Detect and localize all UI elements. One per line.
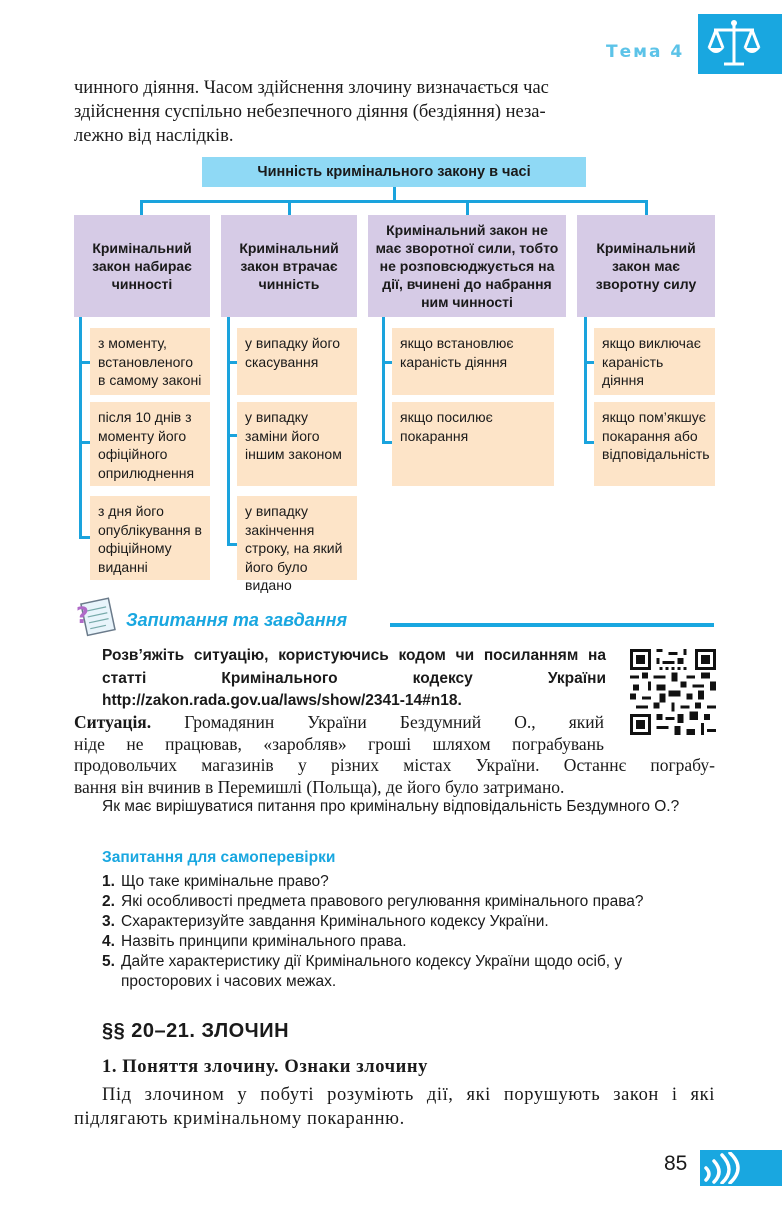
svg-text:?: ? [76,604,89,629]
topic-badge [698,14,782,74]
diagram-header-1: Кримінальний закон набирає чинності [74,215,210,317]
list-item [102,912,716,932]
list-number: 2. [102,893,115,910]
situation-label: Ситуація. [74,712,152,732]
list-text: Назвіть принципи кримінального права. [121,933,407,950]
list-number: 4. [102,933,115,950]
diagram-item: з моменту, встановленого в самому законі [90,328,210,395]
page-number: 85 [664,1152,688,1175]
intro-line: здійснення суспільно небезпечного діяння (бездіяння) неза- [74,102,546,122]
list-text: Які особливості предмета правового регулювання кримінального права? [121,893,644,910]
connector [140,200,143,216]
intro-line: лежно від наслідків. [74,126,234,146]
connector [393,187,396,201]
diagram-title: Чинність кримінального закону в часі [202,157,586,187]
diagram-item: після 10 днів з моменту його офіційного оприлюднення [90,402,210,486]
situation-line: вання він вчинив в Перемишлі (Польща), де його було затримано. [74,776,565,797]
diagram-header-4: Кримінальний закон має зворотну силу [577,215,715,317]
body-paragraph: Під злочином у побуті розуміють дії, які порушують закон і які підлягають кримінальному покаранню. [74,1085,715,1129]
diagram-item: якщо пом’якшує покарання або відповідальність [594,402,715,486]
connector [382,317,385,444]
question-text: Як має вирішуватися питання про кримінальну відповідальність Бездумного О.? [102,798,680,815]
questions-heading [74,597,716,637]
connector [227,317,230,546]
section-title: §§ 20–21. ЗЛОЧИН [102,1020,290,1042]
diagram-header-3: Кримінальний закон не має зворотної сили, тобто не розповсюджується на дії, вчинені до набрання ним чинності [368,215,566,317]
self-check-title: Запитання для самоперевірки [102,849,336,866]
list-number: 3. [102,913,115,930]
list-text: Дайте характеристику дії Кримінального кодексу України щодо осіб, у просторових і часових межах. [121,953,623,990]
scales-icon [706,18,762,70]
connector [288,200,291,216]
diagram-item: якщо встановлює караність діяння [392,328,554,395]
page-badge [700,1150,782,1186]
connector [584,317,587,444]
situation-paragraph [74,712,715,798]
connector [466,200,469,216]
diagram-item: з дня його опублікування в офіційному виданні [90,496,210,580]
diagram-item: якщо посилює покарання [392,402,554,486]
heading-rule [390,623,714,627]
list-item [102,892,716,912]
list-item [102,932,716,952]
list-item [102,872,716,892]
task-text: Розв’яжіть ситуацію, користуючись кодом чи посиланням на статті Кримінального кодексу України http://zakon.rada.gov.ua/laws/show/2341-14#n18. [102,647,606,709]
signal-waves-icon [702,1152,748,1184]
list-number: 5. [102,953,115,970]
topic-label: Тема 4 [606,42,685,62]
diagram-item: у випадку закінчення строку, на який його було видано [237,496,357,580]
list-text: Схарактеризуйте завдання Кримінального кодексу України. [121,913,549,930]
situation-text: Громадянин України Бездумний О., який [151,712,604,732]
situation-line: ніде не працював, «заробляв» гроші шляхом пограбувань [74,733,604,754]
intro-paragraph [74,76,715,148]
list-text: Що таке кримінальне право? [121,873,329,890]
questions-heading-text: Запитання та завдання [126,610,348,630]
subsection-title: 1. Поняття злочину. Ознаки злочину [102,1057,429,1077]
connector [140,200,647,203]
connector [645,200,648,216]
notebook-question-icon [74,597,120,637]
list-number: 1. [102,873,115,890]
connector [79,317,82,539]
intro-line: чинного діяння. Часом здійснення злочину визначається час [74,78,549,98]
list-item [102,952,716,992]
situation-line: продовольчих магазинів у різних містах України. Останнє пограбу- [74,755,715,775]
self-check-list [102,872,716,992]
diagram-header-2: Кримінальний закон втрачає чинність [221,215,357,317]
diagram-item: якщо виключає караність діяння [594,328,715,395]
diagram-item: у випадку його скасування [237,328,357,395]
diagram-item: у випадку заміни його іншим законом [237,402,357,486]
situation-line [74,712,604,734]
